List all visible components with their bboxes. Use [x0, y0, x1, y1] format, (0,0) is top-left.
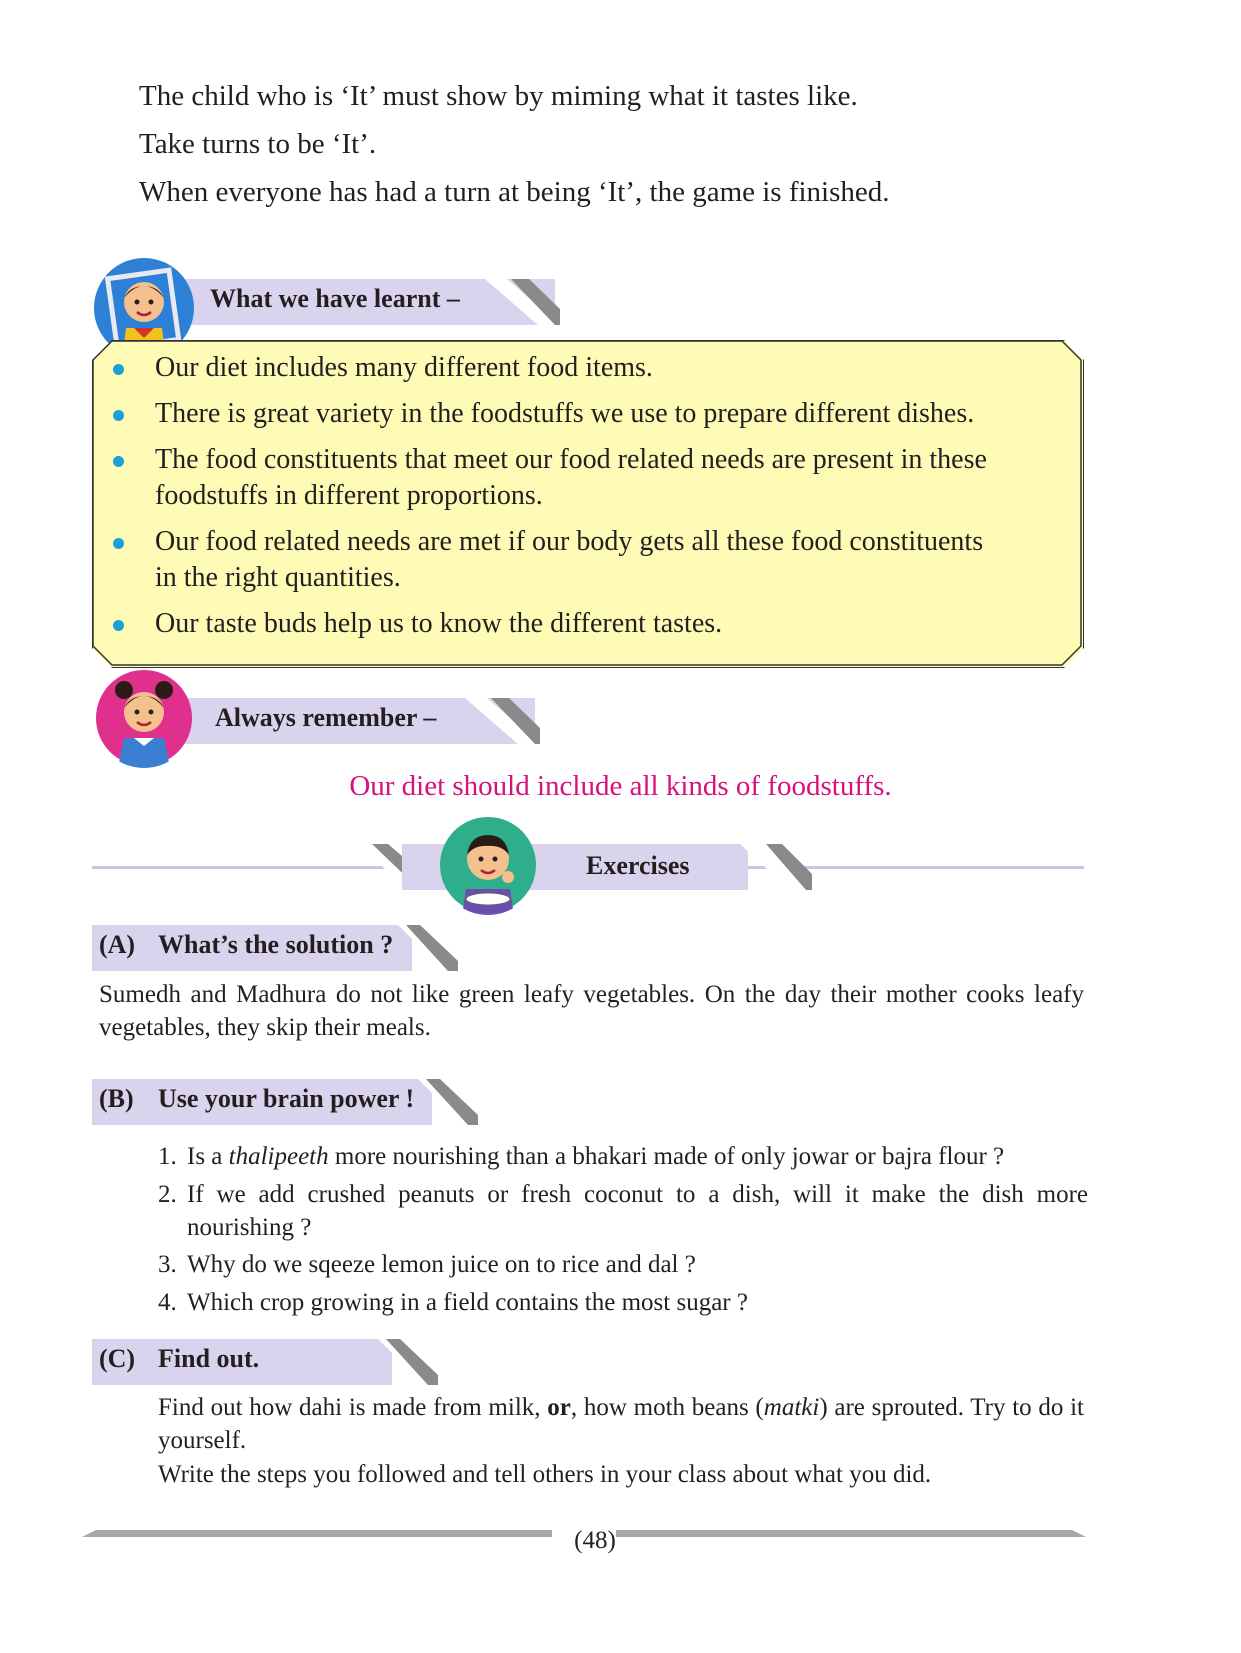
exercises-title: Exercises: [586, 851, 690, 880]
footer-right-bar: [616, 1527, 1086, 1541]
exercise-a-text: Sumedh and Madhura do not like green leafy vegetables. On the day their mother cooks leafy vegetables, they skip their meals.: [99, 981, 1084, 1041]
avatar-girl-pink-icon: [94, 668, 194, 768]
avatar-boy-eating-icon: [438, 815, 538, 915]
learnt-item-text: [155, 524, 1075, 596]
bullet-icon: [113, 456, 124, 467]
banner-stripe-icon: [418, 1079, 478, 1125]
learnt-title: What we have learnt –: [210, 284, 460, 313]
learnt-item-line: Our food related needs are met if our body gets all these food constituents: [155, 526, 984, 557]
learnt-item-line: in the right quantities.: [155, 562, 401, 593]
intro-line-1: The child who is ‘It’ must show by miming what it tastes like.: [139, 80, 858, 112]
question-text: [187, 1140, 1088, 1173]
exercises-right-stripe-icon: [740, 844, 812, 890]
question-number: 3.: [158, 1251, 177, 1278]
question-number: 2.: [158, 1181, 177, 1208]
page-number: (48): [574, 1527, 616, 1554]
exercise-c-label: (C): [99, 1344, 136, 1373]
exercise-a-title: What’s the solution ?: [158, 930, 394, 959]
bullet-icon: [113, 620, 124, 631]
banner-stripe-icon: [465, 698, 540, 744]
footer-left-bar: [82, 1527, 552, 1541]
exercise-c-text-emphasis: matki: [763, 1394, 820, 1421]
question-number: 1.: [158, 1143, 177, 1170]
exercise-c-text-part: ) are sprouted. Try to do it yourself.: [158, 1394, 1085, 1454]
exercise-c-text-part: Find out how dahi is made from milk,: [158, 1394, 548, 1421]
learnt-item-line: The food constituents that meet our food related needs are present in these: [155, 444, 987, 475]
remember-title: Always remember –: [215, 703, 437, 732]
remember-text: Our diet should include all kinds of foodstuffs.: [349, 770, 892, 802]
exercise-c-text-part: , how moth beans (: [570, 1394, 764, 1421]
intro-line-2: Take turns to be ‘It’.: [139, 128, 377, 160]
bullet-icon: [113, 410, 124, 421]
exercise-b-label: (B): [99, 1084, 134, 1113]
question-text: Which crop growing in a field contains the most sugar ?: [187, 1289, 748, 1316]
learnt-item-text: Our taste buds help us to know the different tastes.: [155, 608, 723, 639]
banner-stripe-icon: [485, 279, 560, 325]
intro-line-3: When everyone has had a turn at being ‘It’, the game is finished.: [139, 176, 890, 208]
banner-stripe-icon: [398, 925, 458, 971]
learnt-item-line: foodstuffs in different proportions.: [155, 480, 543, 511]
question-number: 4.: [158, 1289, 177, 1316]
question-text-part: Is a: [187, 1143, 229, 1170]
bullet-icon: [113, 538, 124, 549]
question-text-emphasis: thalipeeth: [228, 1143, 329, 1170]
exercise-c-text-2: Write the steps you followed and tell others in your class about what you did.: [158, 1461, 932, 1488]
question-text: Why do we sqeeze lemon juice on to rice and dal ?: [187, 1251, 696, 1278]
learnt-item-text: [155, 442, 1075, 514]
question-text: If we add crushed peanuts or fresh coconut to a dish, will it make the dish more nourishing ?: [187, 1181, 1088, 1241]
banner-stripe-icon: [378, 1339, 438, 1385]
exercise-c-title: Find out.: [158, 1344, 260, 1373]
exercise-b-title: Use your brain power !: [158, 1084, 415, 1113]
question-text-part: more nourishing than a bhakari made of only jowar or bajra flour ?: [328, 1143, 1005, 1170]
learnt-item-text: There is great variety in the foodstuffs we use to prepare different dishes.: [155, 398, 975, 429]
learnt-item-text: Our diet includes many different food items.: [155, 352, 653, 383]
exercise-a-label: (A): [99, 930, 136, 959]
exercise-c-text-bold: or: [547, 1394, 571, 1421]
bullet-icon: [113, 364, 124, 375]
exercise-c-text-1: [158, 1391, 1084, 1457]
